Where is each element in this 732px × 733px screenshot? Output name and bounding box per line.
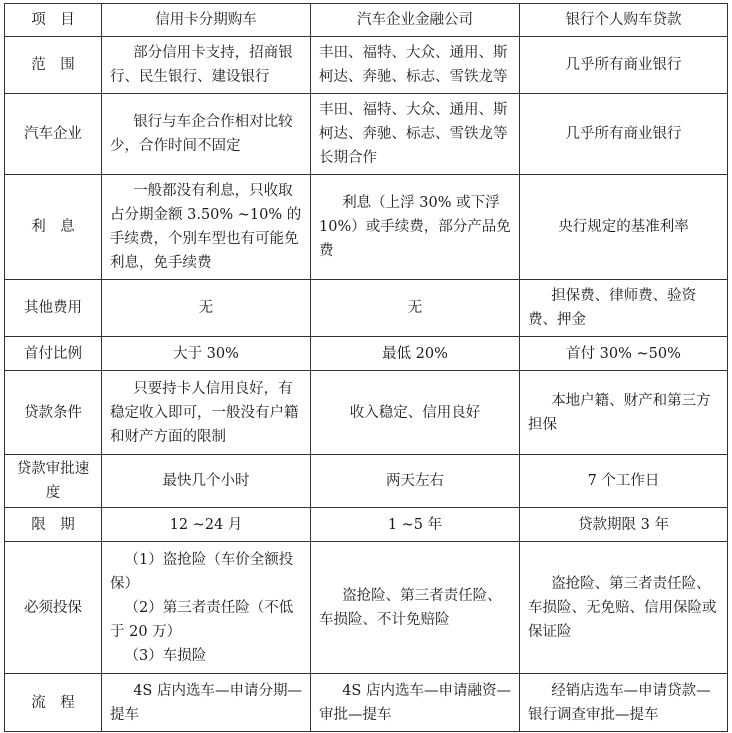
cell-credit-card: 12 ~24 月 — [102, 508, 311, 542]
cell-bank-loan: 几乎所有商业银行 — [520, 94, 728, 175]
insurance-item: （2）第三者责任险（不低于 20 万） — [110, 599, 294, 640]
cell-bank-loan: 几乎所有商业银行 — [520, 37, 728, 94]
header-auto-finance: 汽车企业金融公司 — [311, 4, 520, 37]
cell-credit-card: 4S 店内选车—申请分期—提车 — [102, 674, 311, 732]
row-label: 流 程 — [5, 674, 102, 732]
row-label: 利 息 — [5, 175, 102, 280]
row-label: 必须投保 — [5, 542, 102, 674]
cell-credit-card: 一般都没有利息，只收取占分期金额 3.50% ~10% 的手续费，个别车型也有可能免利息，免手续费 — [102, 175, 311, 280]
insurance-item: （3）车损险 — [124, 647, 207, 664]
row-label: 限 期 — [5, 508, 102, 542]
cell-bank-loan: 盗抢险、第三者责任险、车损险、无免赔、信用保险或保证险 — [520, 542, 728, 674]
car-loan-comparison-table — [4, 3, 728, 732]
row-label: 贷款条件 — [5, 371, 102, 455]
cell-auto-finance: 盗抢险、第三者责任险、车损险、不计免赔险 — [311, 542, 520, 674]
cell-auto-finance: 无 — [311, 280, 520, 337]
header-row — [5, 4, 728, 37]
insurance-item: （1）盗抢险（车价全额投保） — [110, 551, 294, 592]
table-row — [5, 455, 728, 508]
row-label: 首付比例 — [5, 337, 102, 371]
row-label: 汽车企业 — [5, 94, 102, 175]
cell-auto-finance: 丰田、福特、大众、通用、斯柯达、奔驰、标志、雪铁龙等长期合作 — [311, 94, 520, 175]
cell-credit-card: 只要持卡人信用良好，有稳定收入即可，一般没有户籍和财产方面的限制 — [102, 371, 311, 455]
cell-auto-finance: 1 ~5 年 — [311, 508, 520, 542]
cell-bank-loan: 担保费、律师费、验资费、押金 — [520, 280, 728, 337]
cell-auto-finance: 4S 店内选车—申请融资—审批—提车 — [311, 674, 520, 732]
cell-auto-finance: 两天左右 — [311, 455, 520, 508]
cell-auto-finance: 利息（上浮 30% 或下浮 10%）或手续费，部分产品免费 — [311, 175, 520, 280]
table-row — [5, 280, 728, 337]
table-row — [5, 371, 728, 455]
header-item: 项 目 — [5, 4, 102, 37]
table-row — [5, 37, 728, 94]
cell-auto-finance: 丰田、福特、大众、通用、斯柯达、奔驰、标志、雪铁龙等 — [311, 37, 520, 94]
table-row — [5, 175, 728, 280]
row-label: 贷款审批速度 — [5, 455, 102, 508]
cell-bank-loan: 经销店选车—申请贷款—银行调查审批—提车 — [520, 674, 728, 732]
cell-auto-finance: 最低 20% — [311, 337, 520, 371]
cell-bank-loan: 首付 30% ~50% — [520, 337, 728, 371]
cell-credit-card: 无 — [102, 280, 311, 337]
table-row — [5, 542, 728, 674]
cell-auto-finance: 收入稳定、信用良好 — [311, 371, 520, 455]
cell-credit-card — [102, 542, 311, 674]
cell-bank-loan: 央行规定的基准利率 — [520, 175, 728, 280]
cell-bank-loan: 贷款期限 3 年 — [520, 508, 728, 542]
table-row — [5, 94, 728, 175]
row-label: 范 围 — [5, 37, 102, 94]
table-row — [5, 337, 728, 371]
table-row — [5, 674, 728, 732]
cell-credit-card: 银行与车企合作相对比较少，合作时间不固定 — [102, 94, 311, 175]
cell-credit-card: 部分信用卡支持，招商银行、民生银行、建设银行 — [102, 37, 311, 94]
cell-bank-loan: 7 个工作日 — [520, 455, 728, 508]
cell-bank-loan: 本地户籍、财产和第三方担保 — [520, 371, 728, 455]
table-row — [5, 508, 728, 542]
cell-credit-card: 大于 30% — [102, 337, 311, 371]
header-credit-card: 信用卡分期购车 — [102, 4, 311, 37]
cell-credit-card: 最快几个小时 — [102, 455, 311, 508]
row-label: 其他费用 — [5, 280, 102, 337]
header-bank-loan: 银行个人购车贷款 — [520, 4, 728, 37]
